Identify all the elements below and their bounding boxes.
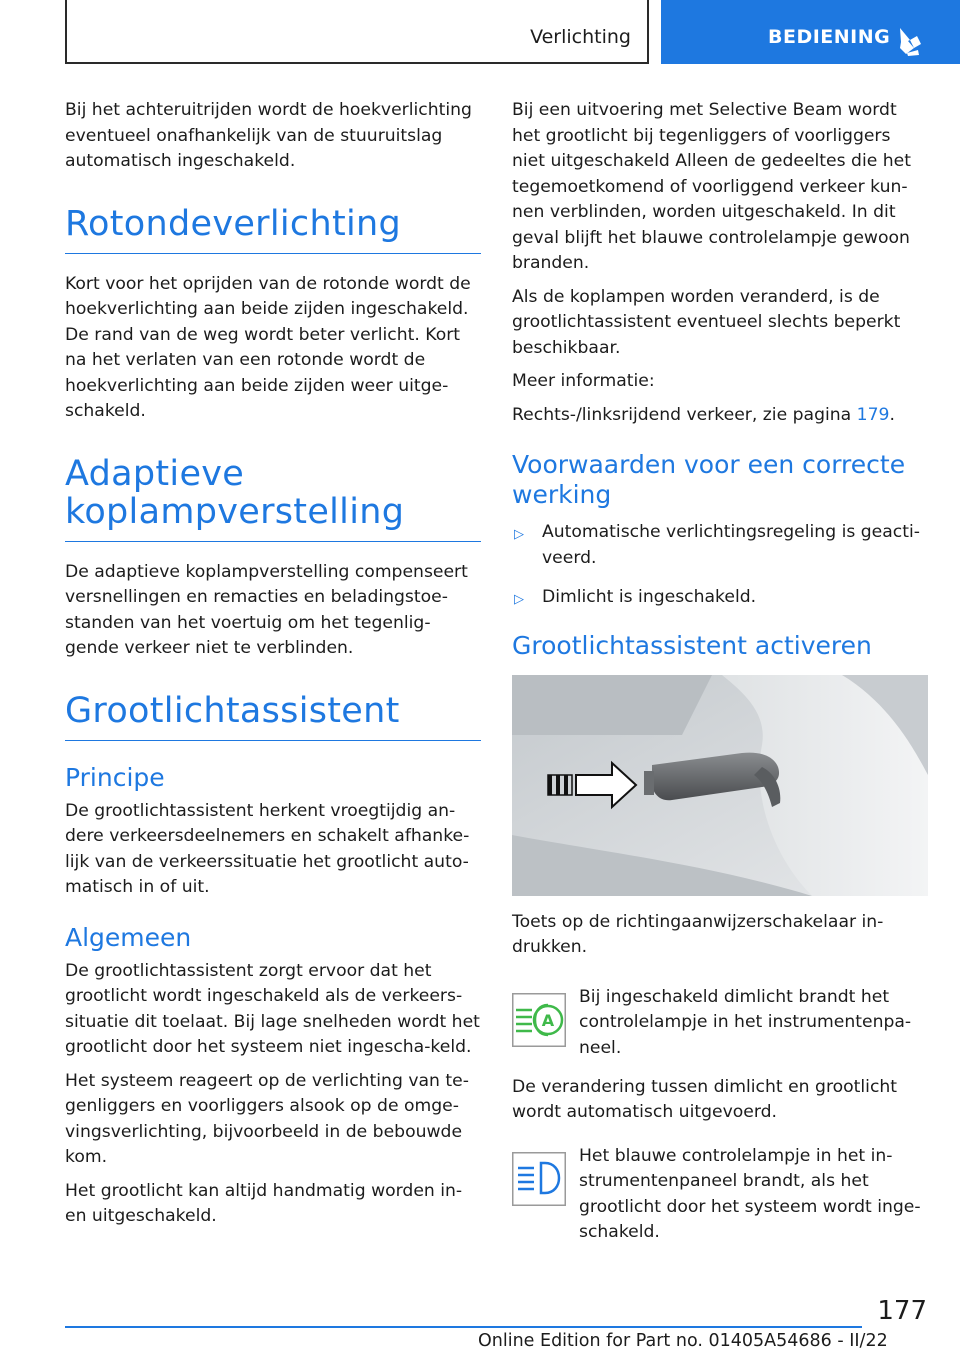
algemeen-paragraph-3: Het grootlicht kan altijd handmatig worden in- en uitgeschakeld. xyxy=(65,1180,463,1226)
adaptieve-heading-line1: Adaptieve xyxy=(65,453,245,494)
green-lamp-note xyxy=(512,985,928,1065)
header-section-title: Verlichting xyxy=(530,26,631,48)
selective-beam-paragraph: Bij een uitvoering met Selective Beam wordt het grootlicht bij tegenliggers of voorliggers niet uitgeschakeld Alleen de gedeeltes die het tegemoetkomend of voorliggend verkeer kun-nen verblinden, worden uitgeschakeld. In dit geval blijft het blauwe controlelampje gewoon branden. xyxy=(512,100,911,273)
voorwaarden-list xyxy=(512,520,928,611)
list-item xyxy=(512,520,928,571)
footer-rule xyxy=(65,1326,862,1328)
high-beam-assist-green-icon xyxy=(512,993,566,1047)
transition-paragraph: De verandering tussen dimlicht en grootlicht wordt automatisch uitgevoerd. xyxy=(512,1076,898,1122)
high-beam-blue-icon xyxy=(512,1152,566,1206)
algemeen-paragraph-1: De grootlichtassistent zorgt ervoor dat het grootlicht wordt ingeschakeld als de verkeers-situatie dit toelaat. Bij lage snelheden wordt het grootlicht door het systeem niet ingescha-keld. xyxy=(65,960,480,1057)
algemeen-paragraph-2: Het systeem reageert op de verlichting van te-genliggers en voorliggers alsook op de omge-vingsverlichting, bijvoorbeeld in de bebouwde kom. xyxy=(65,1070,469,1167)
grootlicht-heading-block xyxy=(65,692,481,741)
green-lamp-text: Bij ingeschakeld dimlicht brandt het controlelampje in het instrumentenpa-neel. xyxy=(579,986,912,1058)
right-column xyxy=(512,98,928,1256)
koplampen-paragraph: Als de koplampen worden veranderd, is de grootlichtassistent eventueel slechts beperkt beschikbaar. xyxy=(512,286,901,358)
page-header xyxy=(0,0,960,64)
rotonde-heading: Rotondeverlichting xyxy=(65,203,401,244)
triangle-bullet-icon: ▷ xyxy=(514,592,524,607)
reference-end: . xyxy=(889,404,895,425)
blue-lamp-text: Het blauwe controlelampje in het in-strumentenpaneel brandt, als het grootlicht door het systeem wordt inge-schakeld. xyxy=(579,1145,921,1242)
pointing-hand-icon xyxy=(897,24,923,56)
meer-informatie-label: Meer informatie: xyxy=(512,371,655,391)
list-item-text: Dimlicht is ingeschakeld. xyxy=(542,587,757,607)
adaptieve-heading-block xyxy=(65,455,481,542)
adaptieve-heading xyxy=(65,455,481,531)
list-item-text: Automatische verlichtingsregeling is geacti-veerd. xyxy=(542,522,920,568)
turn-signal-lever-photo xyxy=(512,675,928,896)
rotonde-heading-block xyxy=(65,205,481,254)
header-chapter-tab[interactable] xyxy=(661,0,960,64)
reference-paragraph xyxy=(512,403,928,429)
grootlicht-heading: Grootlichtassistent xyxy=(65,690,400,731)
reference-text: Rechts-/linksrijdend verkeer, zie pagina xyxy=(512,404,857,425)
triangle-bullet-icon: ▷ xyxy=(514,527,524,542)
intro-paragraph: Bij het achteruitrijden wordt de hoekverlichting eventueel onafhankelijk van de stuuruitslag automatisch ingeschakeld. xyxy=(65,100,472,171)
lever-illustration xyxy=(512,675,928,896)
list-item xyxy=(512,585,928,611)
page-number: 177 xyxy=(877,1296,927,1326)
page-reference-link[interactable]: 179 xyxy=(856,404,890,425)
left-column xyxy=(65,98,481,1238)
figure-caption: Toets op de richtingaanwijzerschakelaar in-drukken. xyxy=(512,911,884,957)
algemeen-heading: Algemeen xyxy=(65,922,192,952)
svg-text:A: A xyxy=(541,1010,555,1030)
header-section-box xyxy=(65,0,649,64)
header-chapter-label: BEDIENING xyxy=(768,26,891,48)
footer-edition: Online Edition for Part no. 01405A54686 - II/22 xyxy=(478,1331,888,1351)
rotonde-paragraph: Kort voor het oprijden van de rotonde wordt de hoekverlichting aan beide zijden ingeschakeld. De rand van de weg wordt beter verlicht. Kort na het verlaten van een rotonde wordt de hoekverlichting aan beide zijden weer uitge-schakeld. xyxy=(65,273,471,421)
principe-heading: Principe xyxy=(65,762,165,792)
adaptieve-paragraph: De adaptieve koplampverstelling compenseert versnellingen en remacties en beladingstoe-standen van het voertuig om het tegenlig-gende verkeer niet te verblinden. xyxy=(65,561,468,658)
voorwaarden-heading: Voorwaarden voor een correcte werking xyxy=(512,450,906,509)
activeren-heading: Grootlichtassistent activeren xyxy=(512,630,872,660)
principe-paragraph: De grootlichtassistent herkent vroegtijdig an-dere verkeersdeelnemers en schakelt afhanke-lijk van de verkeerssituatie het grootlicht auto-matisch in of uit. xyxy=(65,800,470,897)
adaptieve-heading-line2: koplampverstelling xyxy=(65,491,405,532)
blue-lamp-note xyxy=(512,1144,928,1246)
